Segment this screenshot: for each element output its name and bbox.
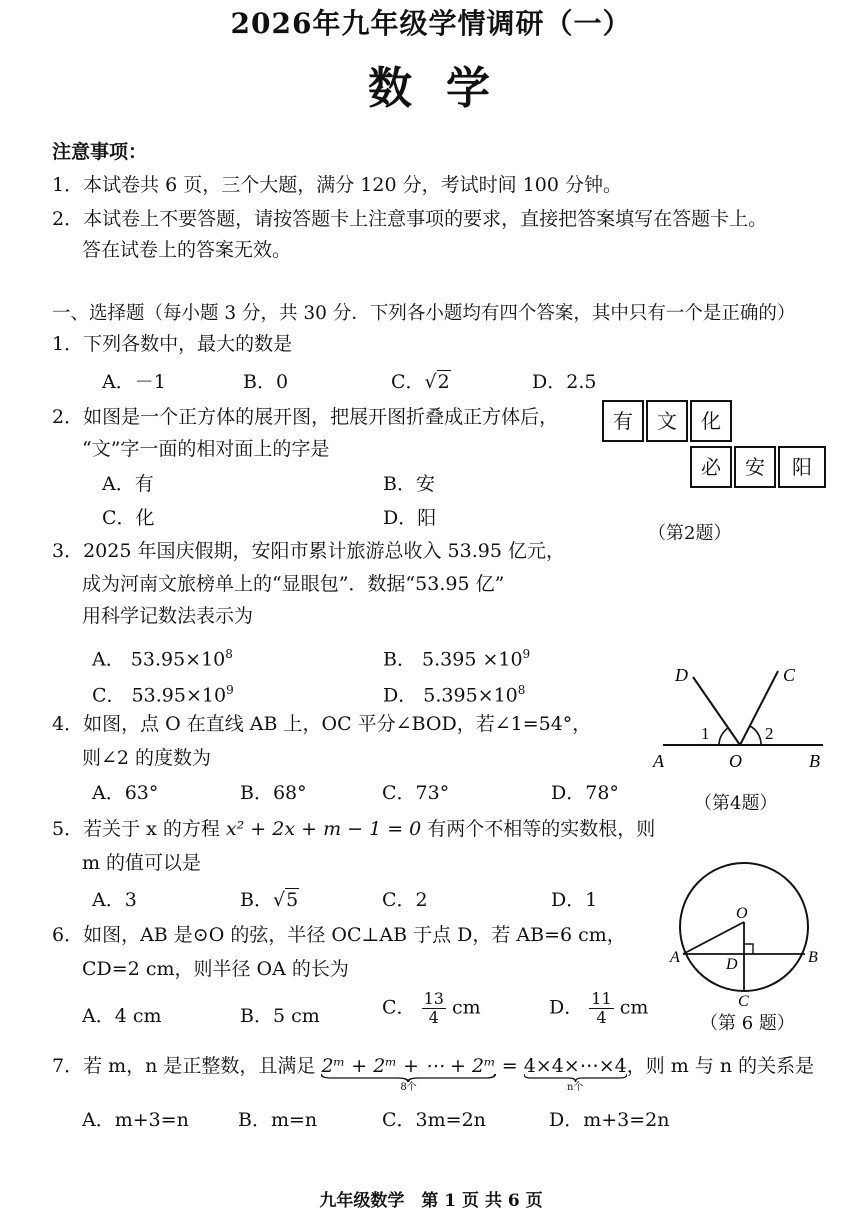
label-b: B [808,949,818,966]
q4-option-c: C．73° [382,782,450,804]
question-2-stem-cont: “文”字一面的相对面上的字是 [82,438,330,460]
q5-option-b: B．√5 [240,889,299,911]
net-cell-6: 阳 [778,446,826,488]
q3-option-c: C． $53.95\times 10^9$ [92,683,234,707]
label-b: B [809,751,820,771]
circle-figure [662,850,837,1010]
q2-option-d: D．阳 [383,507,437,529]
angle-2-arc [750,726,761,745]
angle-1-arc [719,728,728,745]
label-o: O [729,751,742,771]
notice-item-1: 1．本试卷共 6 页，三个大题，满分 120 分，考试时间 100 分钟。 [52,174,622,196]
question-5-stem-cont: m 的值可以是 [82,852,202,874]
label-c: C [738,993,749,1010]
label-angle-2: 2 [765,724,774,743]
right-angle-mark [744,944,753,954]
label-o: O [736,905,748,922]
q3-option-d: D． $5.395\times 10^8$ [383,683,526,707]
rhs-product: 4×4×⋯×4 n个 [523,1055,627,1093]
notice-item-2-cont: 答在试卷上的答案无效。 [82,239,292,261]
angle-figure [645,655,835,780]
net-cell-1: 有 [602,400,644,442]
q1-option-a: A．－1 [102,371,166,393]
question-3-stem: 3．2025 年国庆假期，安阳市累计旅游总收入 53.95 亿元， [52,540,565,562]
q6-option-c: C． $\frac{13}{4}$ cm [382,989,481,1027]
q4-option-b: B．68° [240,782,307,804]
question-3-stem-cont2: 用科学记数法表示为 [82,605,254,627]
question-7-stem: 7．若 m，n 是正整数，且满足 2ᵐ + 2ᵐ + ⋯ + 2ᵐ 8个 = 4×4×⋯×4 n个 ，则 m 与 n 的关系是 [52,1055,815,1093]
figure-4-caption: （第4题） [694,793,778,814]
subject-title: 数学 [368,63,524,114]
q5-option-c: C．2 [382,889,428,911]
q1-option-c: C．√2 [391,371,450,393]
label-d: D [675,665,688,685]
q7-option-b: B．m=n [238,1109,318,1131]
q6-option-a: A．4 cm [82,1005,162,1027]
sqrt-symbol: √5 [272,889,299,911]
q6-option-b: B．5 cm [240,1005,320,1027]
q2-option-c: C．化 [102,507,155,529]
q2-option-a: A．有 [102,473,154,495]
label-c: C [783,665,796,685]
radius-oa [683,922,744,954]
question-2-stem: 2．如图是一个正方体的展开图，把展开图折叠成正方体后， [52,406,559,428]
q7-option-d: D．m+3=2n [549,1109,670,1131]
figure-2-caption: （第2题） [648,523,732,544]
net-cell-3: 化 [690,400,732,442]
equation: x² + 2x + m − 1 = 0 [225,818,422,840]
question-4-stem: 4．如图，点 O 在直线 AB 上，OC 平分∠BOD，若∠1=54°， [52,713,592,735]
q5-option-d: D．1 [551,889,598,911]
label-a: A [653,751,664,771]
notice-item-2: 2．本试卷上不要答题，请按答题卡上注意事项的要求，直接把答案填写在答题卡上。 [52,208,768,230]
label-angle-1: 1 [701,724,710,743]
question-5-stem: 5．若关于 x 的方程 x² + 2x + m − 1 = 0 有两个不相等的实数根，则 [52,818,656,840]
q5-option-a: A．3 [92,889,137,911]
question-6-stem: 6．如图，AB 是⊙O 的弦，半径 OC⊥AB 于点 D，若 AB=6 cm， [52,924,626,946]
q1-option-b: B．0 [243,371,289,393]
question-3-stem-cont: 成为河南文旅榜单上的“显眼包”．数据“53.95 亿” [82,573,505,595]
q7-option-c: C．3m=2n [382,1109,486,1131]
net-cell-5: 安 [734,446,776,488]
q4-option-a: A．63° [92,782,159,804]
exam-title: 2026年九年级学情调研（一） [230,7,632,40]
q3-option-b: B． $5.395 \times 10^9$ [383,647,531,671]
label-a: A [670,949,680,966]
q2-option-b: B．安 [383,473,435,495]
lhs-sum: 2ᵐ + 2ᵐ + ⋯ + 2ᵐ 8个 [321,1055,496,1093]
page-footer: 九年级数学 第 1 页 共 6 页 [319,1191,543,1211]
q1-option-d: D．2.5 [532,371,597,393]
section-heading: 一、选择题（每小题 3 分，共 30 分．下列各小题均有四个答案，其中只有一个是正确的） [52,303,796,324]
net-cell-2: 文 [646,400,688,442]
sqrt-symbol: √2 [424,371,450,393]
question-1-stem: 1．下列各数中，最大的数是 [52,333,293,355]
q6-option-d: D． $\frac{11}{4}$ cm [549,989,649,1027]
net-cell-4: 必 [690,446,732,488]
q7-option-a: A．m+3=n [82,1109,189,1131]
question-4-stem-cont: 则∠2 的度数为 [82,747,212,769]
question-6-stem-cont: CD=2 cm，则半径 OA 的长为 [82,958,349,980]
q3-option-a: A． $53.95\times 10^8$ [92,647,233,671]
figure-6-caption: （第 6 题） [700,1013,795,1034]
q4-option-d: D．78° [551,782,619,804]
notice-heading: 注意事项： [52,141,148,163]
label-d: D [726,956,738,973]
